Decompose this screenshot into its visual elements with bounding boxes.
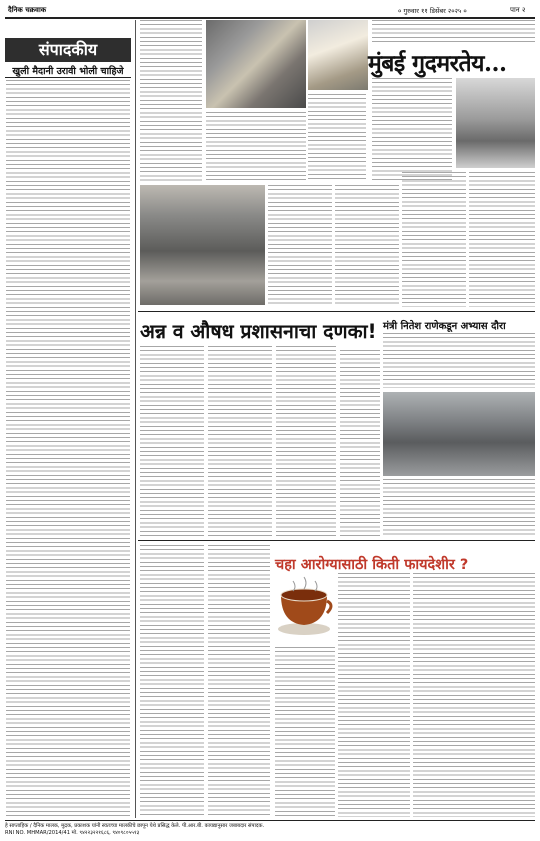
article-text (402, 172, 466, 307)
imprint-line (5, 823, 535, 836)
section-rule (138, 540, 535, 541)
mumbai-headline: मुंबई गुदमरतेय... (368, 50, 507, 77)
editorial-body (6, 80, 130, 818)
imprint-line-1: हे साप्ताहिक / दैनिक मालक, मुद्रक, प्रकाशक यांनी स्वतःच्या मालकीचे छापून येथे प्रसिद्ध केले. पी.आर.बी. कायद्यानुसार जबाबदार संपादक. (5, 823, 265, 829)
article-text (308, 94, 366, 182)
news-photo (206, 20, 306, 108)
paper-name: दैनिक चक्रवाक (8, 6, 47, 14)
footer-rule (5, 820, 535, 821)
article-text (372, 78, 452, 182)
article-text (140, 20, 202, 182)
tea-cup-icon (275, 573, 333, 643)
article-text (383, 479, 535, 536)
article-text (206, 112, 306, 182)
article-text (276, 346, 336, 536)
news-photo (456, 78, 535, 168)
tea-headline: चहा आरोग्यासाठी किती फायदेशीर ? (275, 557, 469, 573)
article-text (372, 20, 535, 44)
article-text (208, 346, 272, 536)
article-text (335, 185, 399, 307)
article-text (275, 647, 335, 817)
news-photo (308, 20, 368, 90)
article-text (268, 185, 332, 307)
masthead-rule (5, 17, 535, 19)
editorial-rule (5, 77, 131, 78)
column-divider (135, 20, 136, 818)
minister-headline: मंत्री नितेश राणेकडून अभ्यास दौरा (383, 321, 506, 332)
article-text (208, 545, 270, 817)
article-text (340, 350, 380, 536)
article-text (140, 346, 204, 536)
article-text (338, 573, 410, 817)
tea-cup-image (275, 573, 333, 643)
article-text (140, 545, 204, 817)
news-photo (383, 392, 535, 476)
section-rule (138, 311, 535, 312)
article-text (413, 573, 535, 817)
article-text (383, 333, 535, 388)
date-line: ० गुरुवार ११ डिसेंबर २०२५ ० (398, 7, 467, 15)
imprint-line-2: RNI NO. MHMAR/2014/41 मो. ९४२२३२२१६८६, ९४०९८०५५१३ (5, 829, 140, 836)
editorial-section-title: संपादकीय (5, 38, 131, 62)
mumbai-traffic-photo (140, 185, 265, 305)
editorial-headline: खुली मैदानी उरावी भोली चाहिजे (12, 66, 124, 77)
page-number: पान २ (510, 6, 526, 14)
article-text (469, 172, 535, 307)
fda-headline: अन्न व औषध प्रशासनाचा दणका! (140, 320, 377, 343)
